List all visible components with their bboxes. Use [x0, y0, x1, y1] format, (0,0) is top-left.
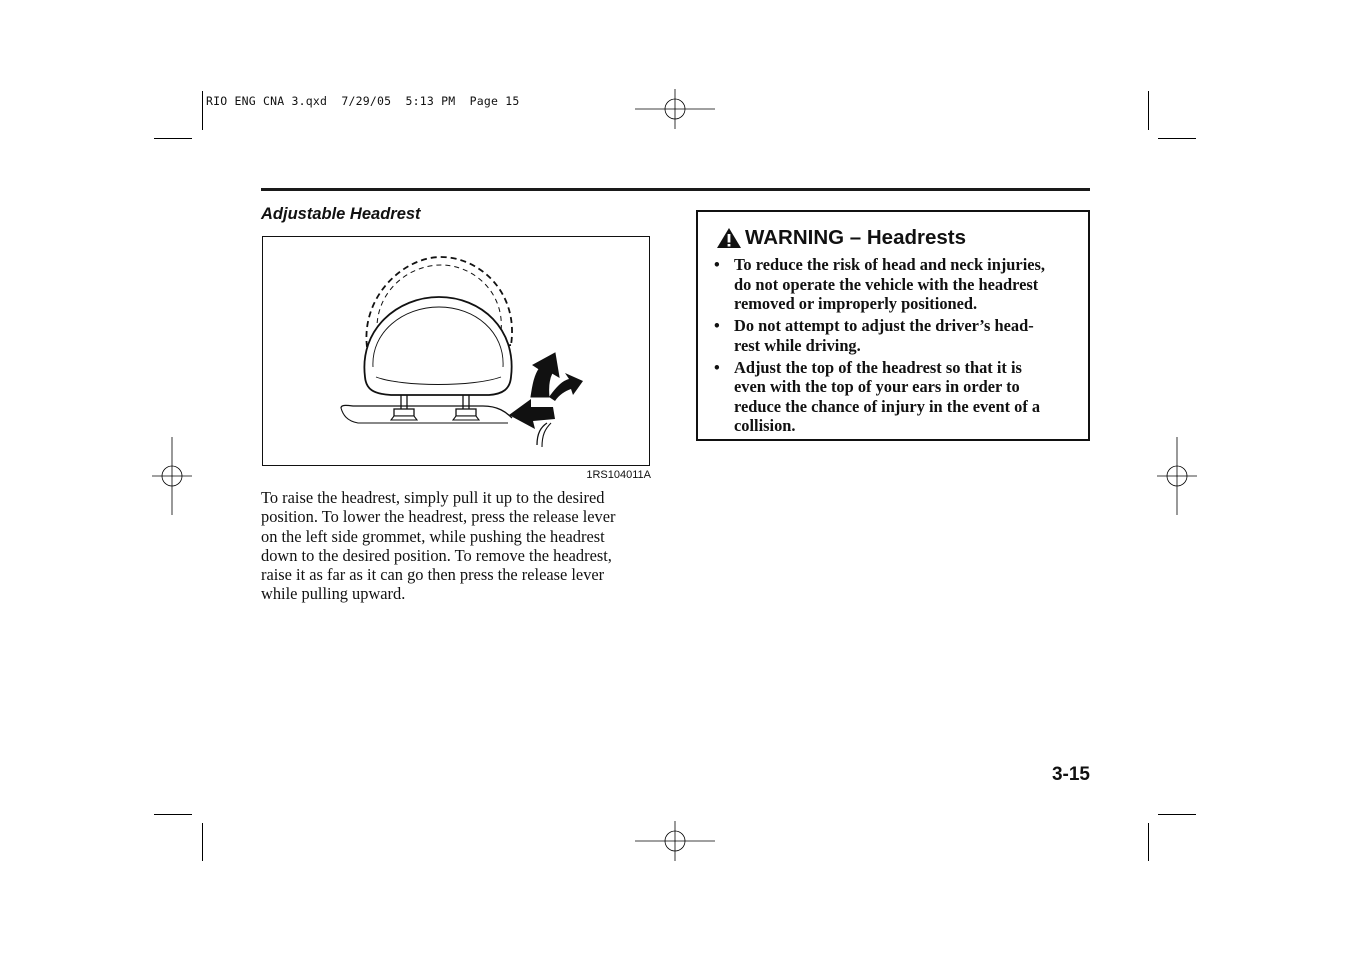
body-paragraph: [261, 488, 661, 604]
figure-code: 1RS104011A: [586, 469, 651, 481]
warning-triangle-icon: [716, 227, 742, 249]
warning-title: WARNING – Headrests: [745, 226, 967, 249]
bullet: •: [714, 255, 720, 274]
crop-mark: [202, 91, 203, 130]
warning-line: Adjust the top of the headrest so that it is: [734, 357, 1022, 377]
body-line: To raise the headrest, simply pull it up to the desired: [261, 488, 605, 507]
crop-mark: [154, 814, 192, 815]
body-line: raise it as far as it can go then press the release lever: [261, 565, 605, 585]
warning-item: [714, 255, 1084, 314]
headrest-illustration: [263, 237, 648, 464]
arrow-left-icon: [503, 395, 563, 450]
warning-line: do not operate the vehicle with the headrest: [734, 274, 1039, 294]
warning-box: [696, 210, 1090, 441]
page-number: 3-15: [1051, 764, 1090, 785]
warning-line: even with the top of your ears in order to: [734, 377, 1020, 396]
crop-mark: [1148, 823, 1149, 861]
bullet: •: [714, 357, 720, 377]
warning-item: [714, 316, 1084, 355]
registration-mark-icon: [635, 89, 715, 129]
section-title: Adjustable Headrest: [261, 205, 421, 223]
crop-mark: [202, 823, 203, 861]
warning-line: To reduce the risk of head and neck injuries,: [734, 255, 1045, 274]
warning-line: collision.: [734, 416, 796, 435]
crop-mark: [154, 138, 192, 139]
registration-mark-icon: [152, 437, 192, 515]
crop-mark: [1158, 138, 1196, 139]
header-rule: [261, 188, 1090, 191]
print-slug: RIO ENG CNA 3.qxd 7/29/05 5:13 PM Page 15: [206, 94, 520, 108]
body-line: on the left side grommet, while pushing the headrest: [261, 526, 605, 546]
warning-header: [716, 226, 966, 250]
warning-line: reduce the chance of injury in the event of a: [734, 396, 1041, 416]
bullet: •: [714, 316, 720, 335]
body-line: position. To lower the headrest, press the release lever: [261, 507, 616, 527]
warning-item: [714, 358, 1084, 436]
body-line: down to the desired position. To remove the headrest,: [261, 545, 612, 565]
body-line: while pulling upward.: [261, 584, 406, 604]
registration-mark-icon: [635, 821, 715, 861]
warning-list: [714, 255, 1084, 438]
warning-line: rest while driving.: [734, 335, 861, 355]
warning-line: removed or improperly positioned.: [734, 294, 978, 313]
registration-mark-icon: [1157, 437, 1197, 515]
crop-mark: [1148, 91, 1149, 130]
crop-mark: [1158, 814, 1196, 815]
warning-line: Do not attempt to adjust the driver’s head-: [734, 316, 1034, 335]
headrest-figure: [262, 236, 650, 466]
